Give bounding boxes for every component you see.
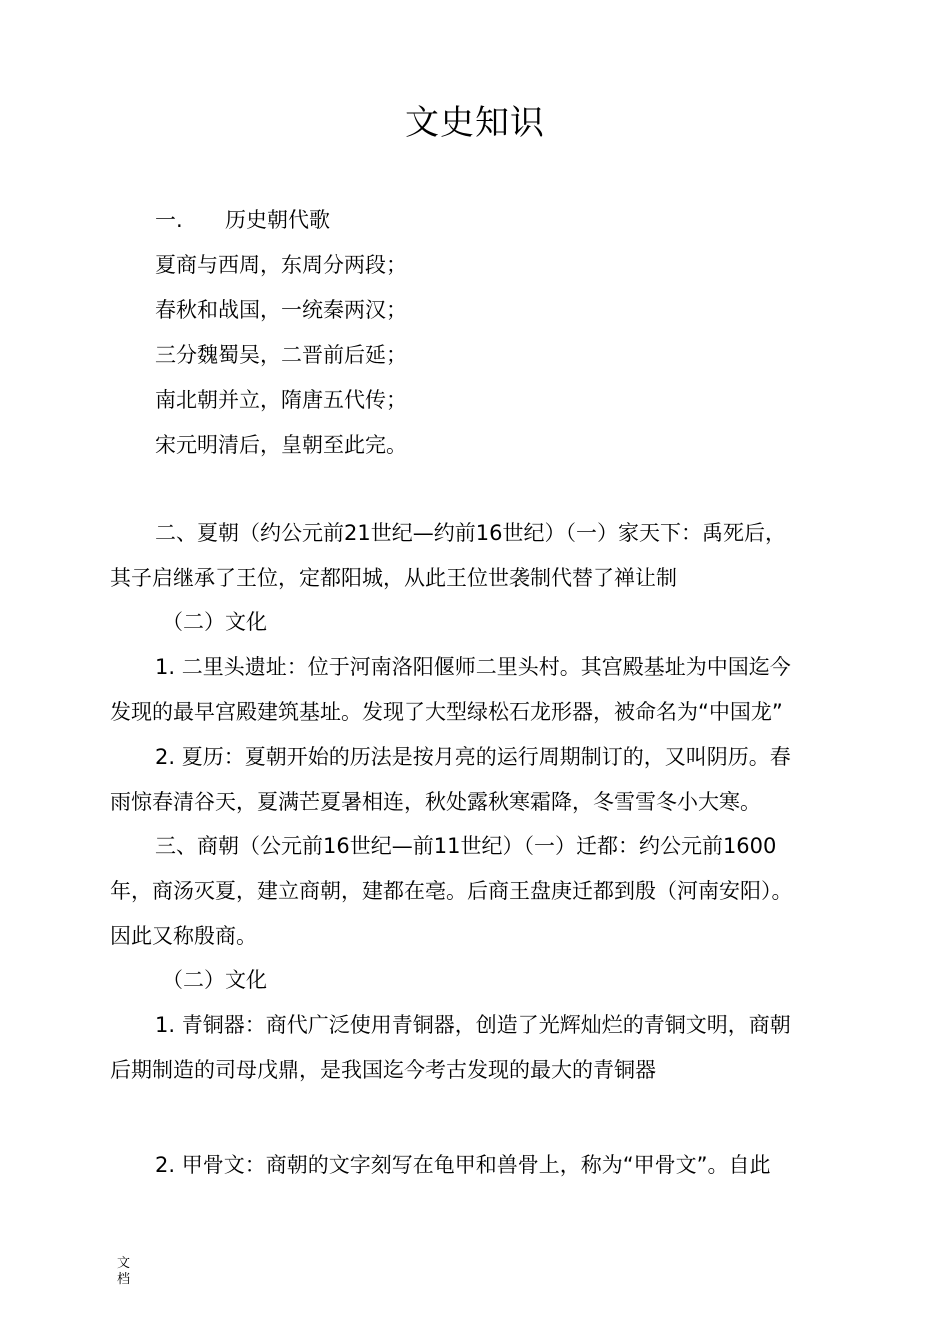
section3-item1-line-1: 1. 青铜器：商代广泛使用青铜器，创造了光辉灿烂的青铜文明，商朝: [155, 1013, 791, 1037]
section2-culture-heading: （二）文化: [162, 610, 267, 634]
section2-paragraph-line-1: 二、夏朝（约公元前21世纪—约前16世纪）（一）家天下：禹死后，: [155, 521, 786, 545]
section2-item1-line-1: 1. 二里头遗址：位于河南洛阳偃师二里头村。其宫殿基址为中国迄今: [155, 655, 791, 679]
poem-line-2: 春秋和战国，一统秦两汉；: [155, 298, 407, 322]
poem-line-1: 夏商与西周，东周分两段；: [155, 253, 407, 277]
section1-heading-text: 历史朝代歌: [225, 208, 330, 232]
section3-culture-heading: （二）文化: [162, 968, 267, 992]
section2-item2-line-1: 2. 夏历：夏朝开始的历法是按月亮的运行周期制订的，又叫阴历。春: [155, 745, 791, 769]
section3-item2-line-1: 2. 甲骨文：商朝的文字刻写在龟甲和兽骨上，称为“甲骨文”。自此: [155, 1153, 771, 1177]
section1-heading: [155, 205, 330, 235]
section2-paragraph-line-2: 其子启继承了王位，定都阳城，从此王位世袭制代替了禅让制: [110, 566, 677, 590]
poem-line-5: 宋元明清后，皇朝至此完。: [155, 433, 407, 457]
section2-item2-line-2: 雨惊春清谷天，夏满芒夏暑相连，秋处露秋寒霜降，冬雪雪冬小大寒。: [110, 790, 761, 814]
section3-item1-line-2: 后期制造的司母戊鼎，是我国迄今考古发现的最大的青铜器: [110, 1058, 656, 1082]
section3-paragraph-line-1: 三、商朝（公元前16世纪—前11世纪）（一）迁都：约公元前1600: [155, 834, 777, 858]
section2-item1-line-2: 发现的最早宫殿建筑基址。发现了大型绿松石龙形器，被命名为“中国龙”: [110, 700, 783, 724]
section3-paragraph-line-2: 年，商汤灭夏，建立商朝，建都在亳。后商王盘庚迁都到殷（河南安阳）。: [110, 879, 793, 903]
page-footer: 文档: [117, 1256, 131, 1287]
poem-line-3: 三分魏蜀吴，二晋前后延；: [155, 343, 407, 367]
poem-line-4: 南北朝并立，隋唐五代传；: [155, 388, 407, 412]
page-title: 文史知识: [405, 103, 545, 143]
section3-paragraph-line-3: 因此又称殷商。: [110, 924, 257, 948]
section1-number: 一.: [155, 208, 183, 232]
